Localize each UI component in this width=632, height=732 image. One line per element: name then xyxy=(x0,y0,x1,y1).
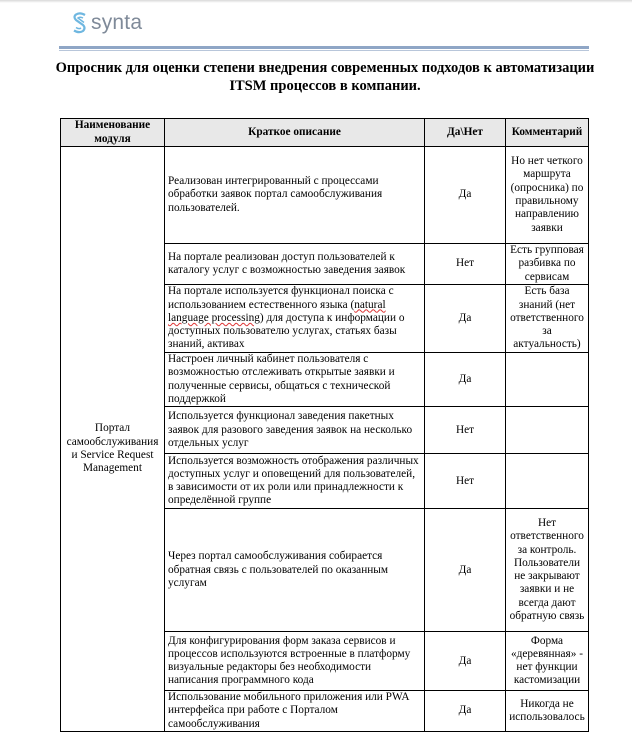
header-answer: Да\Нет xyxy=(425,119,506,147)
row-description xyxy=(165,285,425,353)
header-description: Краткое описание xyxy=(165,119,425,147)
row-comment: Но нет четкого маршрута (опросника) по правильному направлению заявки xyxy=(506,147,589,244)
logo-text: synta xyxy=(91,11,143,34)
table-header-row xyxy=(61,119,589,147)
table-row xyxy=(61,147,589,244)
row-description: На портале реализован доступ пользователей к каталогу услуг с возможностью заведения заявок xyxy=(165,244,425,285)
module-name: Портал самообслуживания и Service Request Management xyxy=(61,147,165,732)
questionnaire-table xyxy=(60,118,589,732)
row-comment xyxy=(506,407,589,454)
row-answer: Да xyxy=(425,285,506,353)
page-top-shadow xyxy=(0,0,632,3)
row-description: Для конфигурирования форм заказа сервисов и процессов используются встроенные в платформу визуальные редакторы без необходимости написания программного кода xyxy=(165,632,425,691)
row-comment xyxy=(506,353,589,407)
row-comment: Есть групповая разбивка по сервисам xyxy=(506,244,589,285)
row-comment: Есть база знаний (нет ответственного за актуальность) xyxy=(506,285,589,353)
row-description: Использование мобильного приложения или PWA интерфейса при работе с Порталом самообслуживания xyxy=(165,691,425,732)
description-text: На портале используется функционал поиска с использованием естественного языка ( xyxy=(168,285,394,311)
row-description: Реализован интегрированный с процессами обработки заявок портал самообслуживания пользователей. xyxy=(165,147,425,244)
row-description: Используется функционал заведения пакетных заявок для разового заведения заявок на несколько отдельных услуг xyxy=(165,407,425,454)
row-comment: Никогда не использовалось xyxy=(506,691,589,732)
header-divider-thin xyxy=(59,50,589,51)
row-answer: Да xyxy=(425,691,506,732)
row-description: Настроен личный кабинет пользователя с возможностью отслеживать открытые заявки и полученные сервисы, общаться с технической поддержкой xyxy=(165,353,425,407)
synta-logo xyxy=(72,11,142,35)
row-answer: Нет xyxy=(425,244,506,285)
row-answer: Да xyxy=(425,632,506,691)
row-description: Через портал самообслуживания собирается обратная связь с пользователей по оказанным услугам xyxy=(165,509,425,632)
row-answer: Да xyxy=(425,353,506,407)
header-module: Наименование модуля xyxy=(61,119,165,147)
header-comment: Комментарий xyxy=(506,119,589,147)
row-comment: Нет ответственного за контроль. Пользователи не закрывают заявки и не всегда дают обратную связь xyxy=(506,509,589,632)
row-answer: Да xyxy=(425,509,506,632)
row-comment xyxy=(506,454,589,509)
row-description: Используется возможность отображения различных доступных услуг и оповещений для пользователей, в зависимости от их роли или принадлежности к определённой группе xyxy=(165,454,425,509)
spellcheck-underlined-text: natural language processing xyxy=(168,298,386,324)
row-answer: Нет xyxy=(425,407,506,454)
row-comment: Форма «деревянная» - нет функции кастомизации xyxy=(506,632,589,691)
description-text: ) для доступа к информации о доступных пользователю услугах, статьях базы знаний, активах xyxy=(168,311,405,351)
document-title: Опросник для оценки степени внедрения современных подходов к автоматизации ITSM процессов в компании. xyxy=(55,60,595,94)
row-answer: Нет xyxy=(425,454,506,509)
synta-logo-icon xyxy=(72,12,88,34)
header-divider xyxy=(59,46,589,49)
row-answer: Да xyxy=(425,147,506,244)
